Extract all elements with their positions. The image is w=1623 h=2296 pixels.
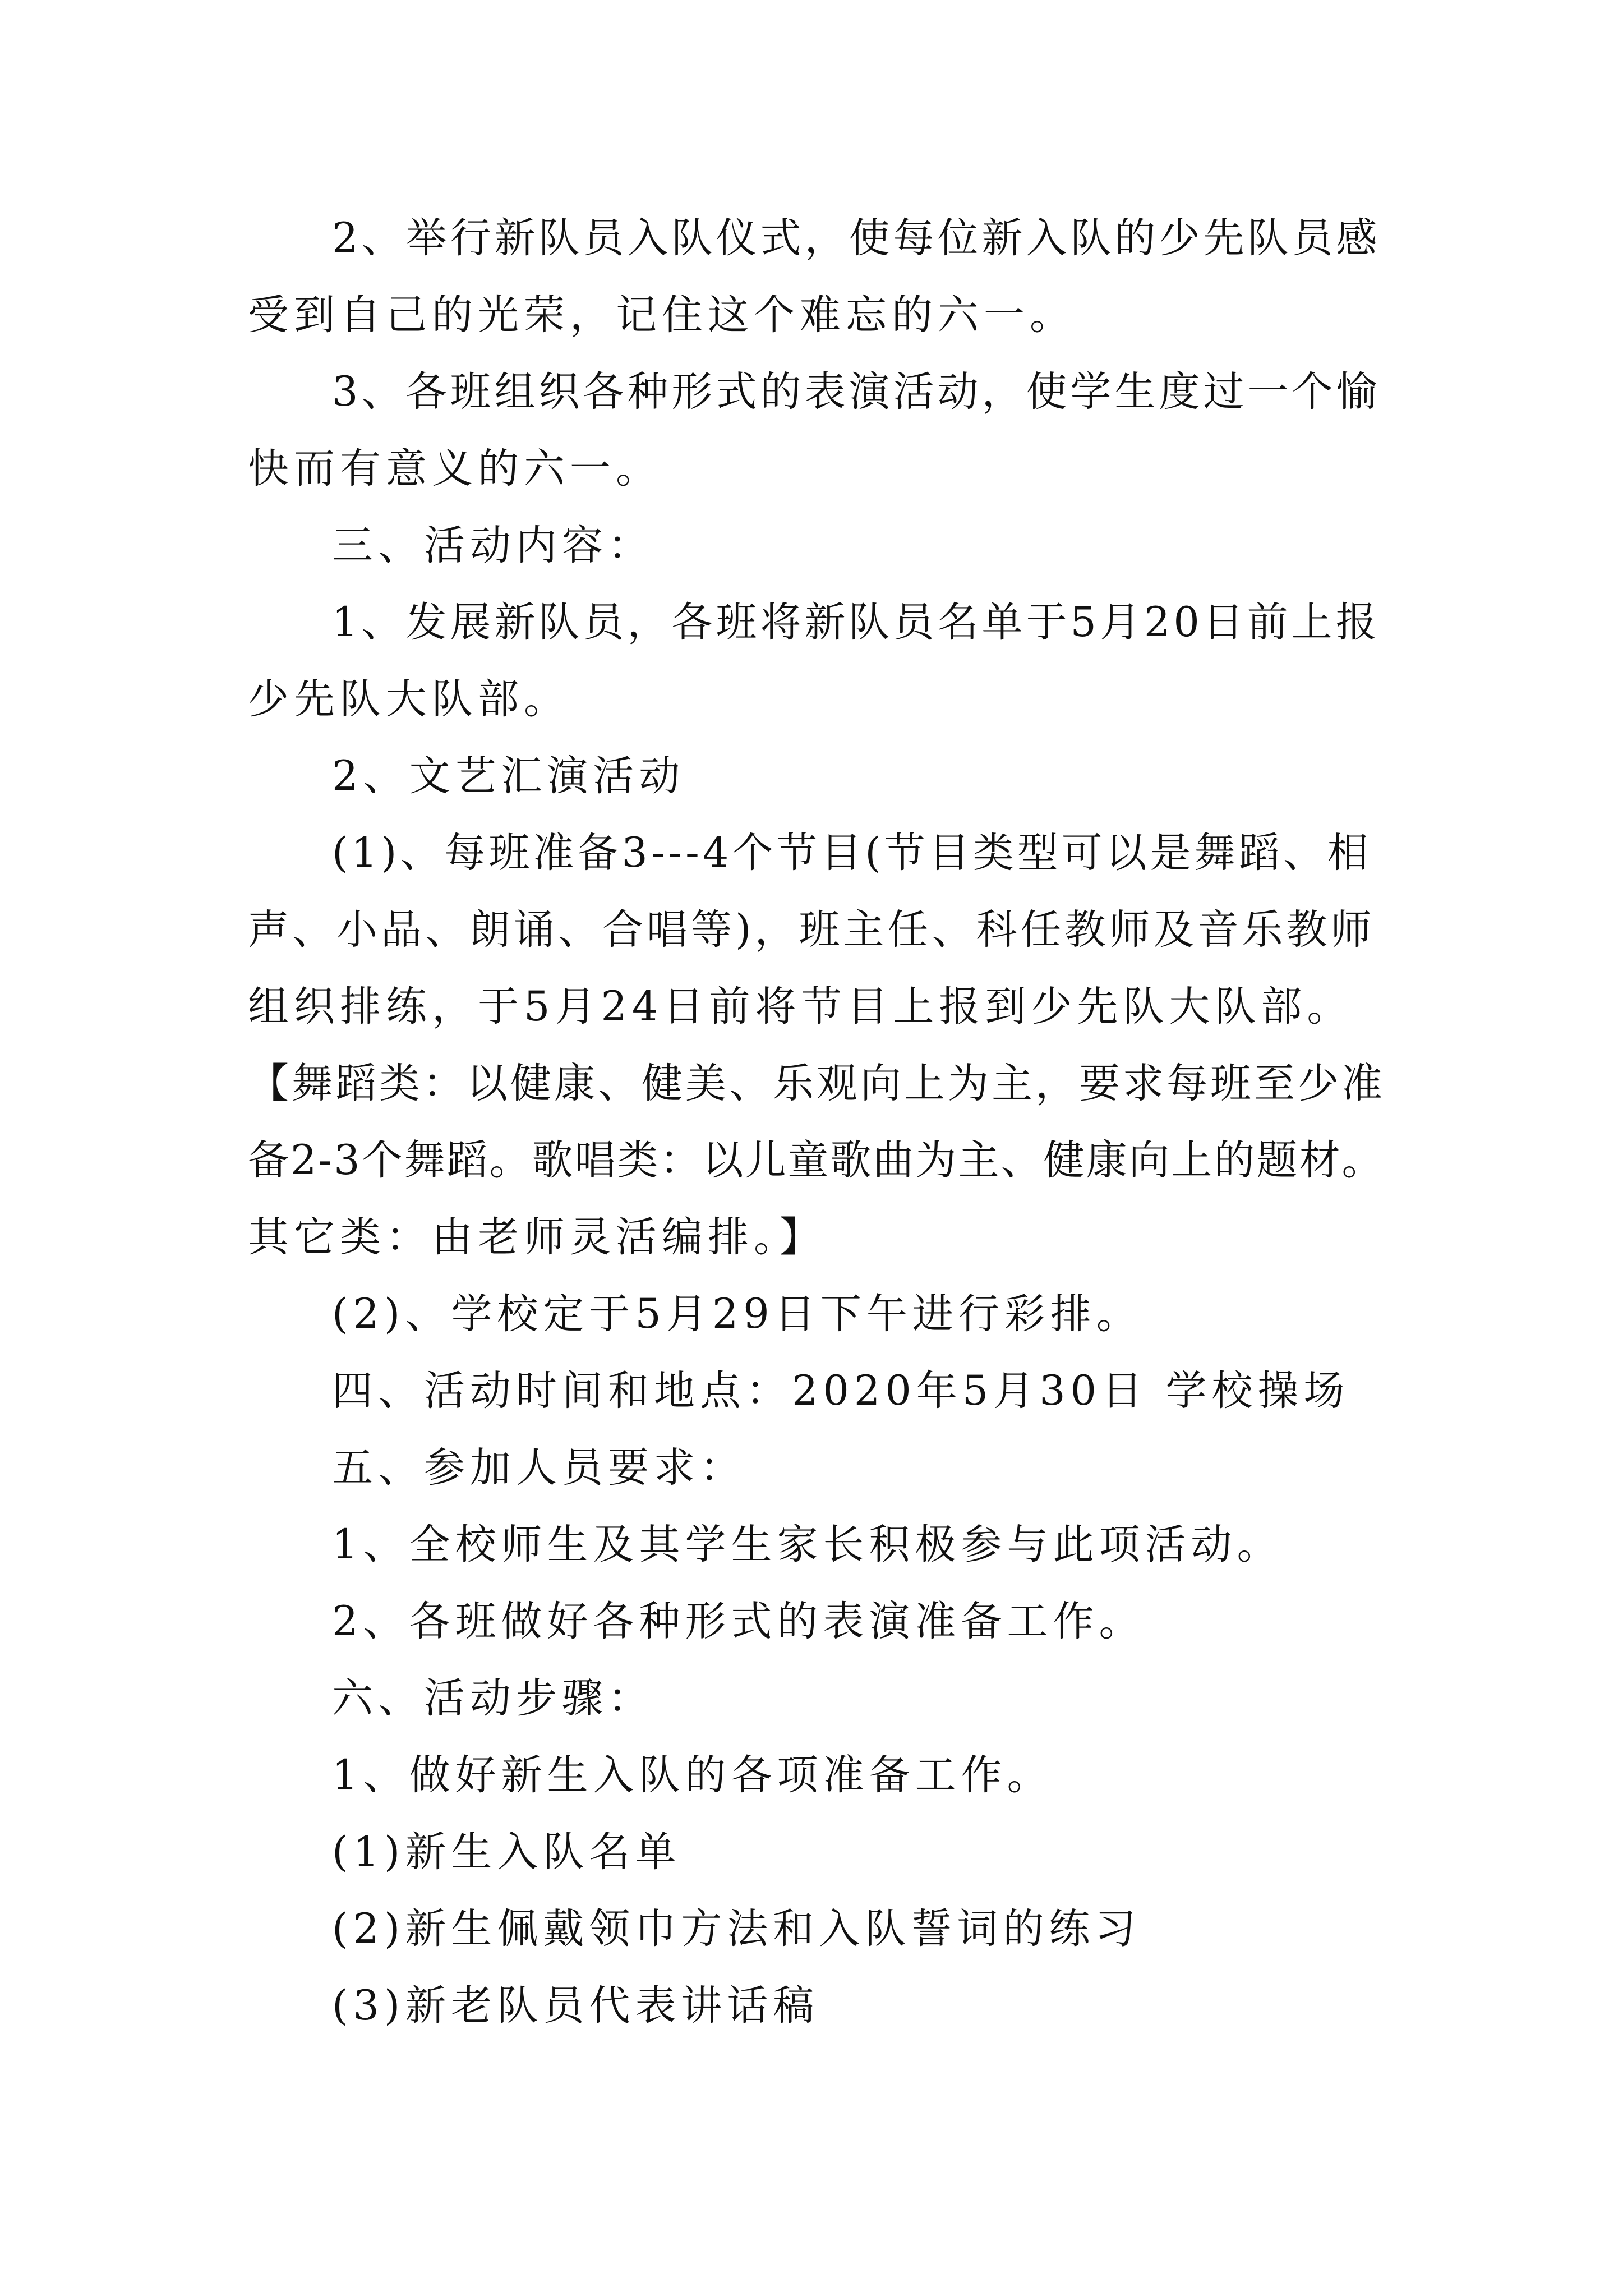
paragraph-line: 其它类：由老师灵活编排。】 <box>248 1213 826 1261</box>
list-item: (2)新生佩戴领巾方法和入队誓词的练习 <box>332 1905 1141 1953</box>
paragraph-line: 受到自己的光荣，记住这个难忘的六一。 <box>248 291 1076 339</box>
paragraph-line: 【舞蹈类：以健康、健美、乐观向上为主，要求每班至少准 <box>248 1060 1385 1107</box>
paragraph-line: 1、做好新生入队的各项准备工作。 <box>332 1751 1053 1799</box>
paragraph-line: 少先队大队部。 <box>248 675 570 723</box>
paragraph-line: 备2-3个舞蹈。歌唱类：以儿童歌曲为主、健康向上的题材。 <box>248 1137 1385 1184</box>
list-item: (3)新老队员代表讲话稿 <box>332 1982 819 2030</box>
paragraph-line: (1)、每班准备3---4个节目(节目类型可以是舞蹈、相 <box>332 829 1372 877</box>
paragraph-line: 组织排练，于5月24日前将节目上报到少先队大队部。 <box>248 983 1353 1030</box>
list-item: (1)新生入队名单 <box>332 1828 681 1876</box>
paragraph-line: 2、各班做好各种形式的表演准备工作。 <box>332 1598 1145 1645</box>
paragraph-line: 快而有意义的六一。 <box>248 445 662 493</box>
paragraph-line: 1、全校师生及其学生家长积极参与此项活动。 <box>332 1521 1283 1568</box>
paragraph-line: 2、文艺汇演活动 <box>332 752 685 800</box>
paragraph-line: 2、举行新队员入队仪式，使每位新入队的少先队员感 <box>332 214 1381 262</box>
paragraph-line: (2)、学校定于5月29日下午进行彩排。 <box>332 1290 1142 1338</box>
section-heading: 六、活动步骤： <box>332 1674 654 1722</box>
paragraph-line: 3、各班组织各种形式的表演活动，使学生度过一个愉 <box>332 368 1381 416</box>
section-heading: 四、活动时间和地点：2020年5月30日 学校操场 <box>332 1367 1350 1415</box>
paragraph-line: 1、发展新队员，各班将新队员名单于5月20日前上报 <box>332 599 1380 646</box>
section-heading: 三、活动内容： <box>332 522 654 569</box>
paragraph-line: 声、小品、朗诵、合唱等)，班主任、科任教师及音乐教师 <box>248 906 1375 954</box>
section-heading: 五、参加人员要求： <box>332 1444 746 1492</box>
